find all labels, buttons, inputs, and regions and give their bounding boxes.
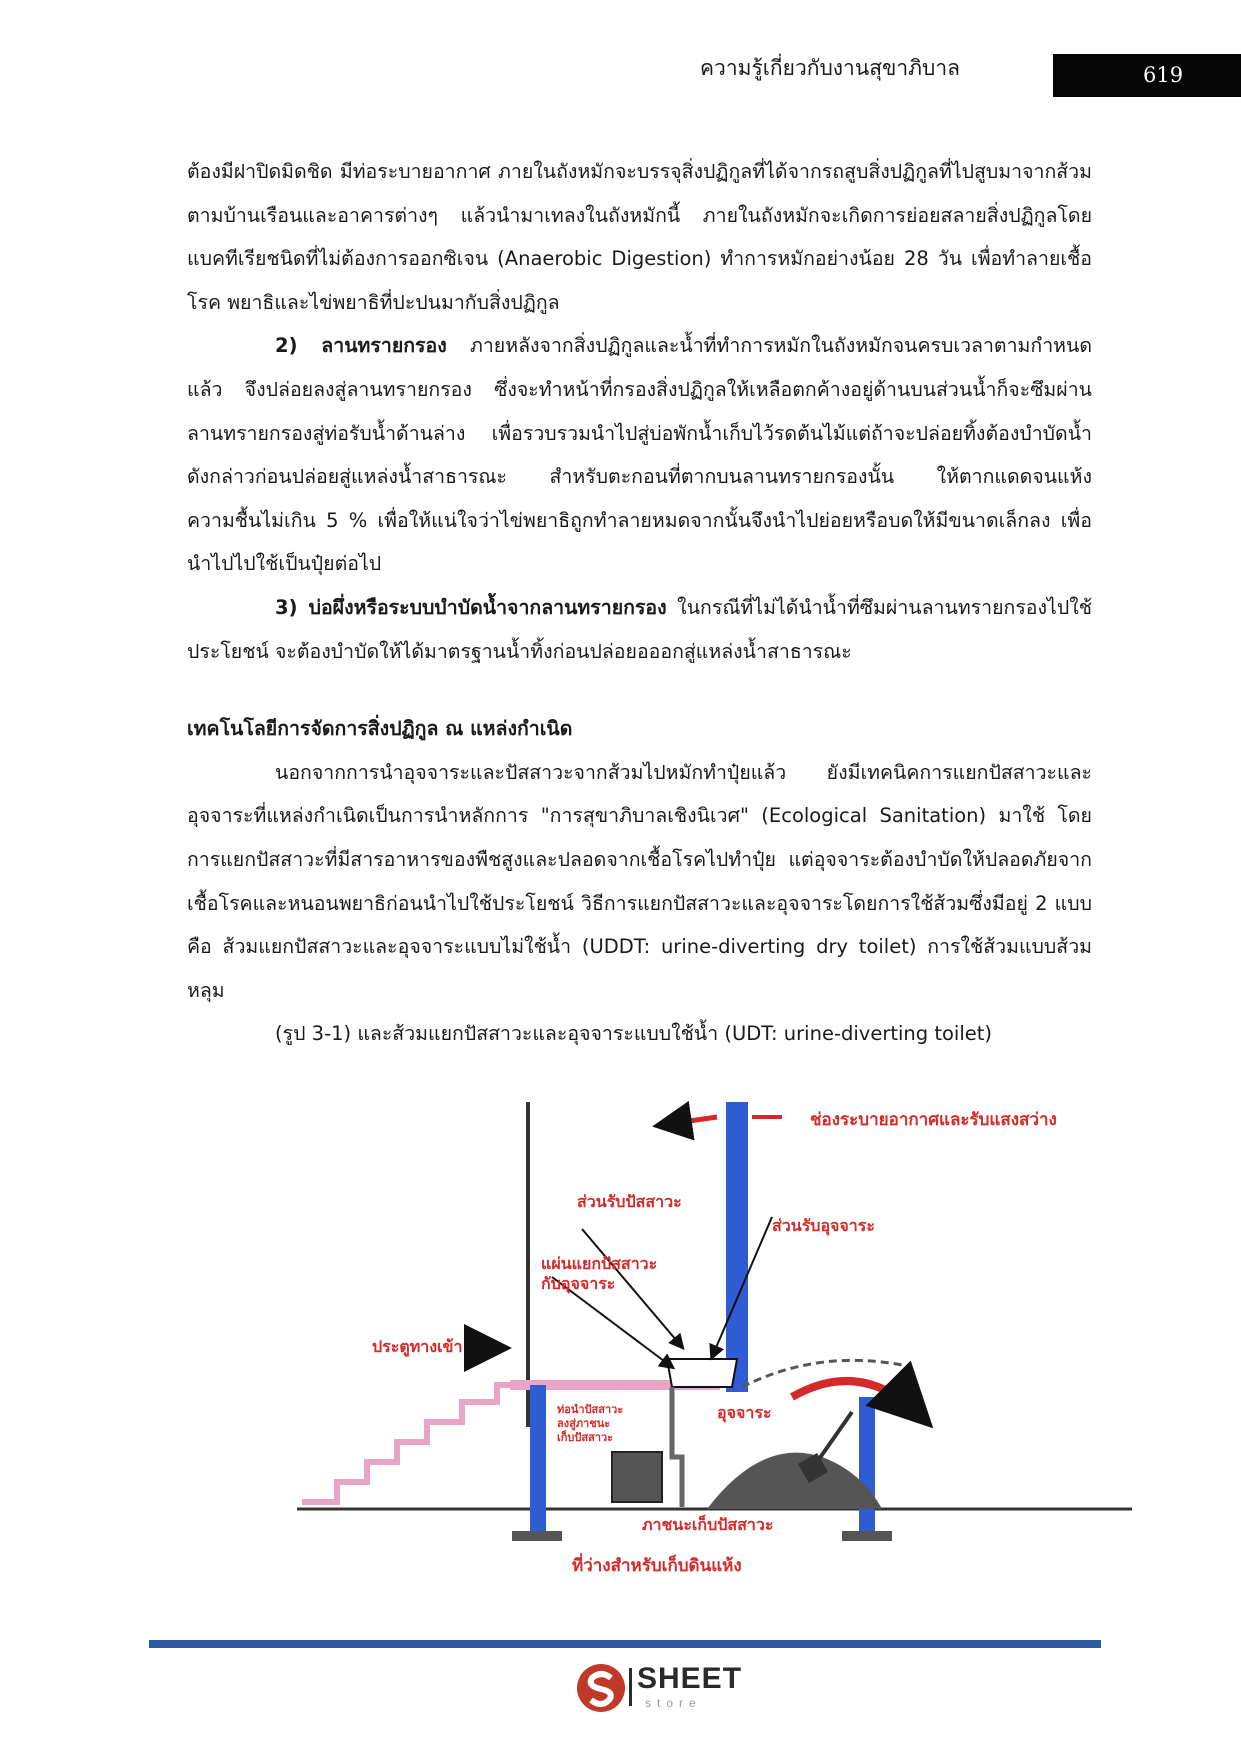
sheet-store-logo [575, 1660, 775, 1715]
vent-pipe [726, 1102, 748, 1392]
label-vent: ช่องระบายอากาศและรับแสงสว่าง [810, 1110, 1057, 1130]
label-feces-part: ส่วนรับอุจจาระ [772, 1216, 875, 1235]
label-feces: อุจจาระ [717, 1403, 772, 1422]
hatch-arrow [792, 1381, 922, 1417]
page-number: 619 [1143, 63, 1184, 87]
label-container: ภาชนะเก็บปัสสาวะ [642, 1515, 774, 1534]
paragraph-4: นอกจากการนำอุจจาระและปัสสาวะจากส้วมไปหมักทำปุ๋ยแล้ว ยังมีเทคนิคการแยกปัสสาวะและอุจจาระที่แหล่งกำเนิดเป็นการนำหลักการ "การสุขาภิบาลเชิงนิเวศ" (Ecological Sanitation) มาใช้ โดยการแยกปัสสาวะที่มีสารอาหารของพืชสูงและปลอดจากเชื้อโรคไปทำปุ๋ย แต่อุจจาระต้องบำบัดให้ปลอดภัยจากเชื้อโรคและหนอนพยาธิก่อนนำไปใช้ประโยชน์ วิธีการแยกปัสสาวะและอุจจาระโดยการใช้ส้วมซึ่งมีอยู่ 2 แบบ คือ ส้วมแยกปัสสาวะและอุจจาระแบบไม่ใช้น้ำ (UDDT: urine-diverting dry toilet) การใช้ส้วมแบบส้วมหลุม [187, 760, 1092, 1002]
item-3-text: ในกรณีที่ไม่ได้นำน้ำที่ซึมผ่านลานทรายกรองไปใช้ประโยชน์ จะต้องบำบัดให้ได้มาตรฐานน้ำทิ้งก่อนปล่อยอออกสู่แหล่งน้ำสาธารณะ [187, 595, 1092, 663]
logo-subtext: store [645, 1696, 702, 1710]
bottom-rule [149, 1640, 1101, 1648]
logo-text: SHEET [637, 1662, 743, 1695]
running-header: ความรู้เกี่ยวกับงานสุขาภิบาล [700, 56, 960, 80]
footing-left [512, 1531, 562, 1541]
shovel-handle [817, 1412, 852, 1462]
paragraph-3 [187, 586, 1092, 673]
body-text [187, 150, 1092, 1056]
item-2-title: 2) ลานทรายกรอง [275, 334, 447, 358]
toilet-diagram [262, 1097, 1204, 1595]
label-separator-1: แผ่นแยกปัสสาวะ [541, 1254, 658, 1273]
label-separator-2: กับอุจจาระ [541, 1274, 616, 1293]
footing-right [842, 1531, 892, 1541]
pillar-left [530, 1385, 546, 1535]
item-3-title: 3) บ่อผึ่งหรือระบบบำบัดน้ำจากลานทรายกรอง [275, 595, 667, 619]
urine-pipe [672, 1387, 682, 1507]
toilet-diagram-svg [262, 1097, 1204, 1595]
item-2-text: ภายหลังจากสิ่งปฏิกูลและน้ำที่ทำการหมักในถังหมักจนครบเวลาตามกำหนดแล้ว จึงปล่อยลงสู่ลานทรายกรอง ซึ่งจะทำหน้าที่กรองสิ่งปฏิกูลให้เหลือตกค้างอยู่ด้านบนส่วนน้ำก็จะซึมผ่านลานทรายกรองสู่ท่อรับน้ำด้านล่าง เพื่อรวบรวมนำไปสู่บ่อพักน้ำเก็บไว้รดต้นไม้แต่ถ้าจะปล่อยทิ้งต้องบำบัดน้ำดังกล่าวก่อนปล่อยสู่แหล่งน้ำสาธารณะ สำหรับตะกอนที่ตากบนลานทรายกรองนั้น ให้ตากแดดจนแห้งความชื้นไม่เกิน 5 % เพื่อให้แน่ใจว่าไข่พยาธิถูกทำลายหมดจากนั้นจึงนำไปย่อยหรือบดให้มีขนาดเล็กลง เพื่อนำไปไปใช้เป็นปุ๋ยต่อไป [187, 334, 1092, 576]
label-pipe-2: ลงสู่ภาชนะ [557, 1417, 611, 1430]
label-urine-part: ส่วนรับปัสสาวะ [577, 1192, 682, 1211]
pedestal [667, 1359, 737, 1387]
logo-divider [629, 1668, 632, 1706]
feces-pile [707, 1453, 882, 1509]
page-number-box [1053, 54, 1241, 97]
label-soil-space: ที่ว่างสำหรับเก็บดินแห้ง [572, 1556, 742, 1576]
label-pipe-1: ท่อนำปัสสาวะ [557, 1403, 624, 1416]
figure-caption: (รูป 3-1) และส้วมแยกปัสสาวะและอุจจาระแบบใช้น้ำ (UDT: urine-diverting toilet) [275, 1022, 993, 1046]
vent-arrow [662, 1117, 717, 1125]
label-pipe-3: เก็บปัสสาวะ [557, 1431, 614, 1444]
label-door: ประตูทางเข้า [372, 1337, 463, 1356]
logo-s-icon [575, 1662, 627, 1714]
urine-container [612, 1452, 662, 1502]
pillar-right [859, 1397, 875, 1535]
paragraph-2 [187, 324, 1092, 586]
paragraph-1: ต้องมีฝาปิดมิดชิด มีท่อระบายอากาศ ภายในถังหมักจะบรรจุสิ่งปฏิกูลที่ได้จากรถสูบสิ่งปฏิกูลที่ไปสูบมาจากส้วม ตามบ้านเรือนและอาคารต่างๆ แล้วนำมาเทลงในถังหมักนี้ ภายในถังหมักจะเกิดการย่อยสลายสิ่งปฏิกูลโดยแบคทีเรียชนิดที่ไม่ต้องการออกซิเจน (Anaerobic Digestion) ทำการหมักอย่างน้อย 28 วัน เพื่อทำลายเชื้อโรค พยาธิและไข่พยาธิที่ปะปนมากับสิ่งปฏิกูล [187, 160, 1092, 314]
section-heading: เทคโนโลยีการจัดการสิ่งปฏิกูล ณ แหล่งกำเนิด [187, 717, 573, 741]
